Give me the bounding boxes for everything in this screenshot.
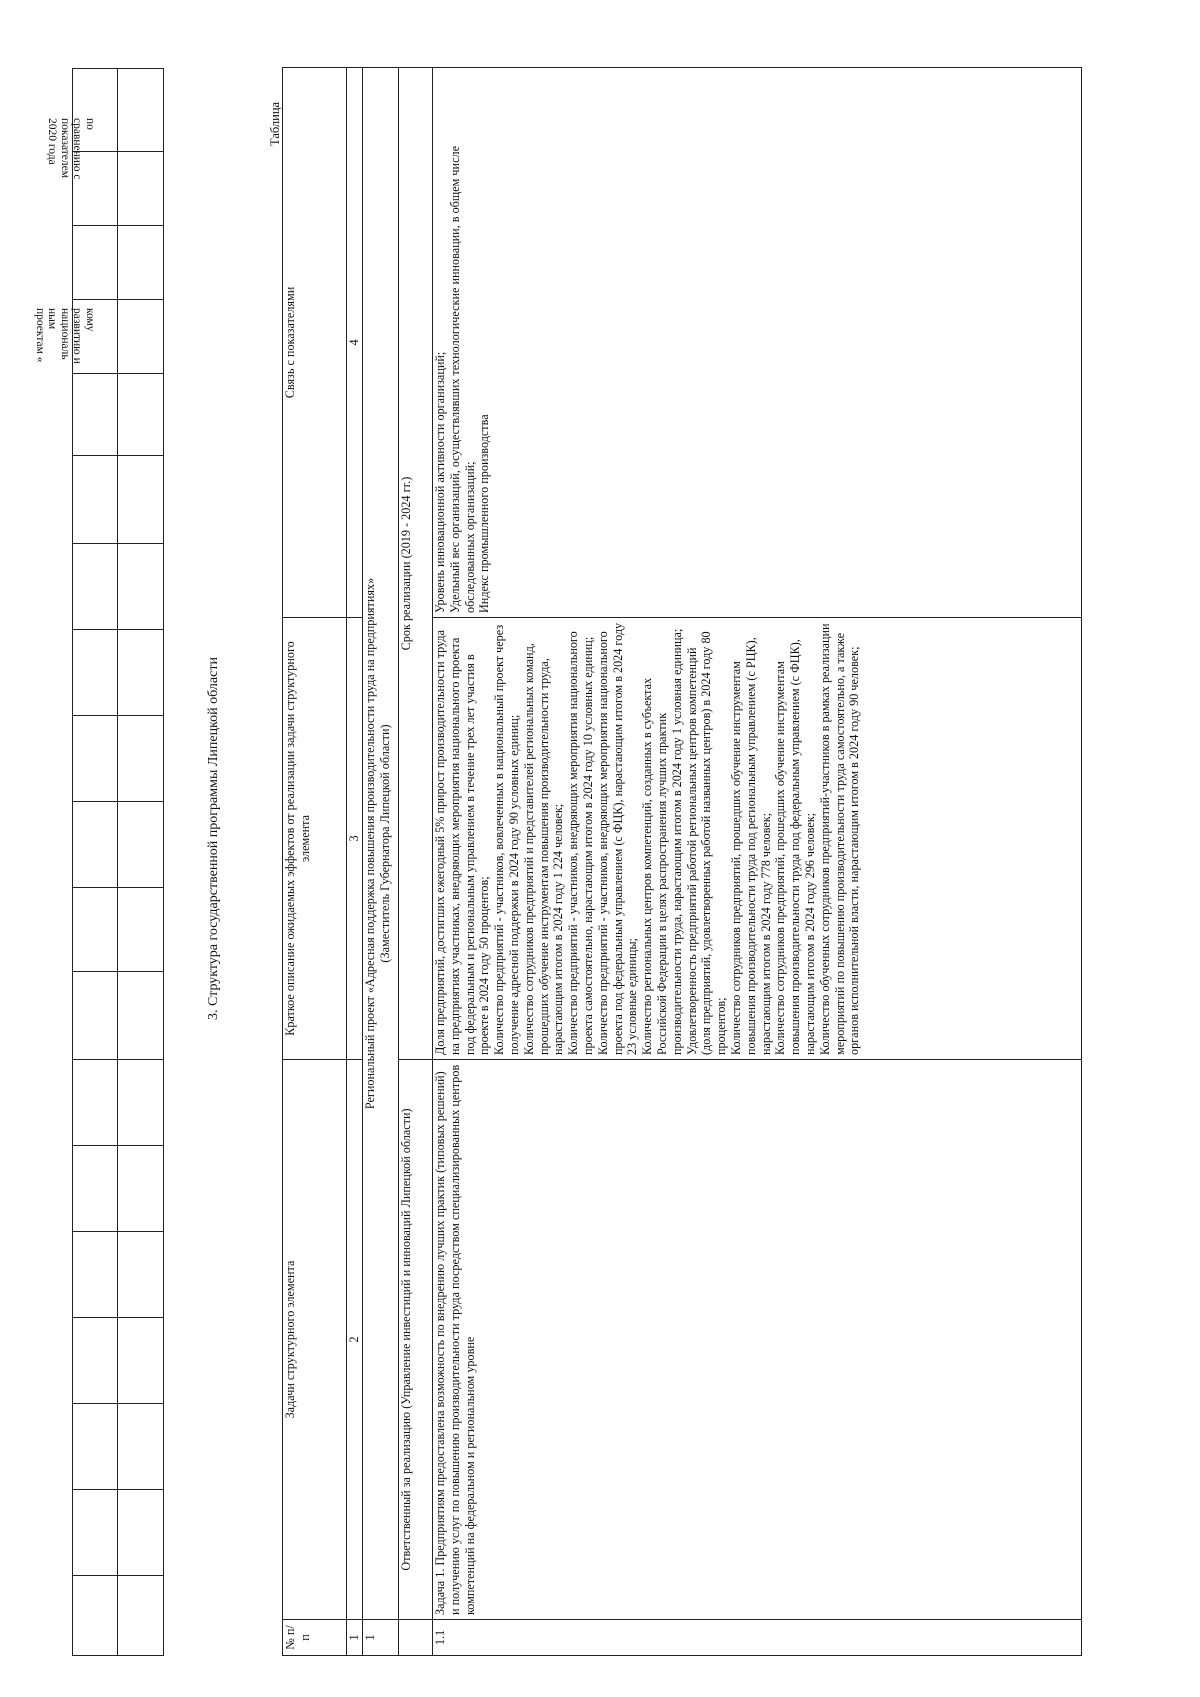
effect-item: Количество обученных сотрудников предприятий-участников в рамках реализации мероприятий по повышению производительности труда самостоятельно, а также органов исполнительной власти, нарастающим итогом в 2024 году 90 человек;	[817, 623, 862, 1055]
project-row	[363, 68, 399, 1656]
header-num: № п/п	[283, 1620, 347, 1656]
effect-item: Количество предприятий - участников, вовлеченных в национальный проект через получение адресной поддержки в 2024 году 90 условных единиц;	[492, 624, 521, 1055]
effect-item: Удовлетворенность предприятий работой региональных центров компетенций (доля предприятий, удовлетворенных работой названных центров) в 2024 году 80 процентов;	[684, 631, 729, 1055]
strip-column-divider	[117, 69, 118, 1655]
project-subtitle: (Заместитель Губернатора Липецкой области)	[377, 724, 392, 963]
project-num: 1	[363, 1620, 399, 1656]
indicator-item: Уровень инновационной активности организаций;	[433, 351, 447, 613]
effect-item: Количество сотрудников предприятий и представителей региональных команд, прошедших обучение инструментам повышения производительности труда, нарастающим итогом в 2024 году 1 224 человек;	[521, 643, 566, 1055]
indicator-item: Удельный вес организаций, осуществлявших технологические инновации, в общем числе обследованных организаций;	[447, 146, 477, 613]
strip-header-text: кому развитию и националь ным проектам «	[34, 308, 96, 364]
effect-item: Количество сотрудников предприятий, прошедших обучение инструментам повышения производительности труда под региональным управлением (с РЦК), нарастающим итогом в 2024 году 778 человек;	[728, 637, 773, 1055]
header-effects: Краткое описание ожидаемых эффектов от реализации задачи структурного элемента	[283, 618, 347, 1060]
header-tasks: Задачи структурного элемента	[283, 1060, 347, 1620]
previous-table-strip	[72, 68, 164, 1656]
column-number-row: 1 2 3 4	[347, 68, 363, 1656]
effect-item: Количество региональных центров компетенций, созданных в субъектах Российской Федерации в целях распространения лучших практик производительности труда, нарастающим итогом в 2024 году 1 условная единица;	[640, 628, 684, 1055]
effect-item: Количество сотрудников предприятий, прошедших обучение инструментам повышения производительности труда под федеральным управлением (с ФЦК), нарастающим итогом в 2024 году 296 человек;	[773, 639, 817, 1055]
section-title: 3. Структура государственной программы Липецкой области	[206, 657, 221, 1020]
header-indicators: Связь с показателями	[283, 68, 347, 618]
table-label: Таблица	[268, 101, 282, 146]
task-row	[433, 68, 1082, 1656]
task-effects	[433, 618, 1082, 1060]
task-description: Задача 1. Предприятиям предоставлена возможность по внедрению лучших практик (типовых решений) и получению услуг по повышению производительности труда посредством специализированных центров компетенций на федеральном и региональном уровне	[433, 1060, 1082, 1620]
effect-item: Количество предприятий - участников, внедряющих мероприятия национального проекта под федеральным управлением (с ФЦК), нарастающим итогом в 2024 году 23 условные единицы;	[595, 622, 640, 1055]
term-cell: Срок реализации (2019 - 2024 гг.)	[399, 68, 433, 1060]
project-title: Региональный проект «Адресная поддержка повышения производительности труда на предприятиях»	[363, 577, 377, 1110]
structure-table	[282, 67, 1082, 1656]
strip-header-text-2: по сравнению с показателем 2020 года	[46, 118, 96, 180]
effect-item: Количество предприятий - участников, внедряющих мероприятия национального проекта самостоятельно, нарастающим итогом в 2024 году 10 условных единиц;	[566, 631, 595, 1055]
task-indicators	[433, 68, 1082, 618]
responsible-row	[399, 68, 433, 1656]
header-row	[283, 68, 347, 1656]
responsible-cell: Ответственный за реализацию (Управление инвестиций и инноваций Липецкой области)	[399, 1060, 433, 1620]
task-num: 1.1	[433, 1620, 1082, 1656]
project-title-cell	[363, 68, 399, 1620]
indicator-item: Индекс промышленного производства	[477, 414, 492, 613]
rotated-table-container	[268, 68, 1082, 1656]
effect-item: Доля предприятий, достигших ежегодный 5% прирост производительности труда на предприятиях участниках, внедряющих мероприятия национального проекта под федеральным и региональным управлением в течение трех лет участия в проекте в 2024 году 50 процентов;	[433, 630, 492, 1055]
